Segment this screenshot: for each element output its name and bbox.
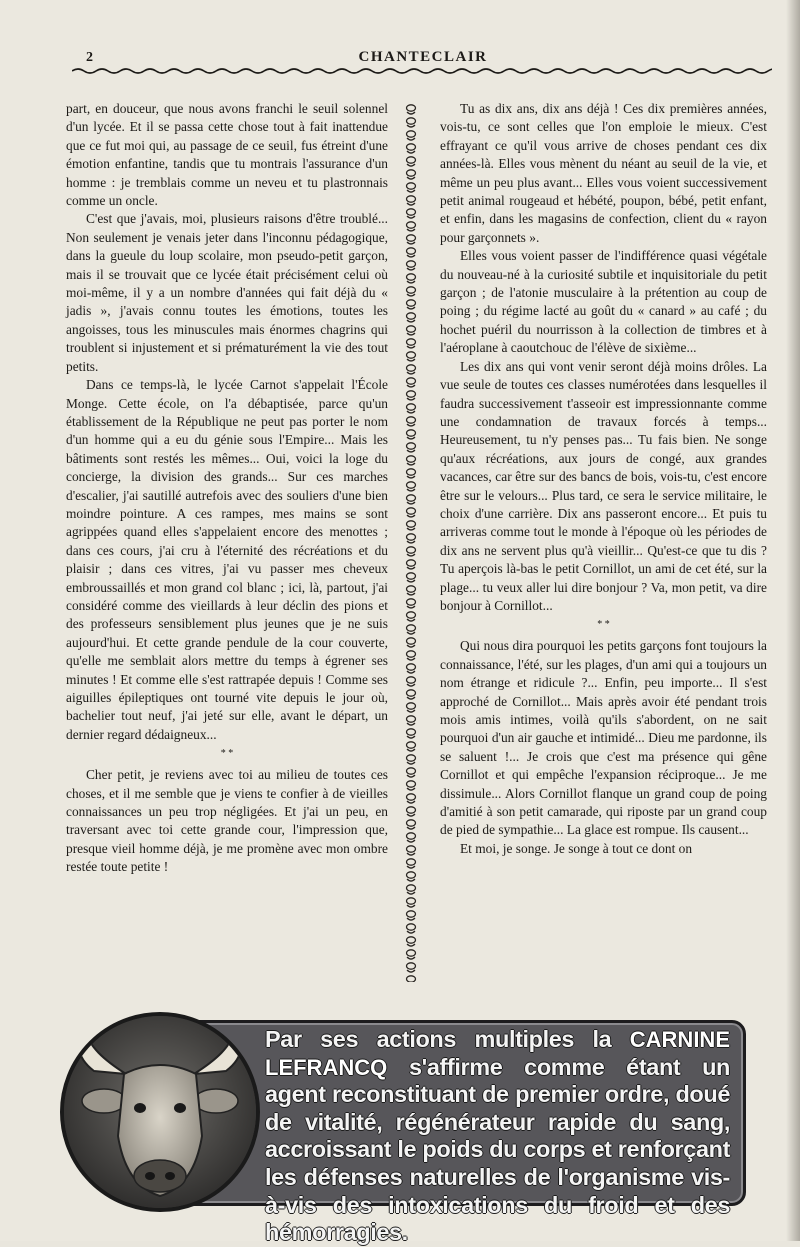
bull-head-icon [64,1016,256,1208]
bull-head-image [60,1012,260,1212]
page-number: 2 [86,50,93,65]
carnine-advertisement [60,1012,746,1246]
ad-brand-name: CARNINE LEFRANCQ [265,1027,730,1080]
right-text-column [440,100,767,858]
right-paragraph-4: Qui nous dira pourquoi les petits garçons font toujours la connaissance, l'été, sur les plages, d'un ami qui a toujours un nom étrange et ridicule ?... Enfin, peu importe... Il s'est approché de Cornillot... Mais après avoir été pendant trois mois amis intimes, voilà qu'ils s'abordent, on ne sait pourquoi d'un air gauche et intimidé... Dieu me pardonne, ils se saluent !... Je crois que c'est ma présence qui gêne Cornillot et qui empêche l'expansion réciproque... Je me dissimule... Alors Cornillot flanque un grand coup de poing d'amitié à son petit camarade, qui riposte par un grand coup de pied de sympathie... La glace est rompue. Ils causent... [440,638,767,838]
section-separator: * * [220,748,234,760]
ad-slogan [265,1026,730,1247]
page-edge-shadow [786,0,800,1241]
ad-lead-text: Par ses actions multiples la [265,1026,612,1052]
left-paragraph-2: C'est que j'avais, moi, plusieurs raisons d'être troublé... Non seulement je venais jeter dans l'inconnu pédagogique, dans la gueule du loup scolaire, mon pseudo-petit garçon, mais il se trouvait que ce lycée était précisément celui où moi-même, il y a un nombre d'années qui fait déjà du « jadis », j'avais connu toutes les émotions, toutes les angoisses, tous les minuscules mais énormes chagrins qui troublent si injustement et si prématurément la vie des tout petits. [66,211,388,374]
ad-body-text: s'affirme comme étant un agent reconstituant de premier ordre, doué de vitalité, régénérateur rapide du sang, accroissant le poids du corps et renforçant les défenses naturelles de l'organisme vis-à-vis des intoxications du froid et des hémorragies. [265,1053,730,1246]
section-separator: * * [597,619,610,631]
left-paragraph-3: Dans ce temps-là, le lycée Carnot s'appelait l'École Monge. Cette école, on l'a débaptisée, parce qu'un établissement de la République ne peut pas porter le nom d'un homme qui a eu du génie sous l'Empire... Mais les bâtiments sont restés les mêmes... Oui, voici la loge du concierge, la division des grands... Sur ces marches d'escalier, j'ai sautillé autrefois avec des souliers d'une bien moindre pointure. A ces rampes, mes mains se sont agrippées quand elles s'appelaient encore des menottes ; dans ces cours, j'ai cru à l'éternité des récréations et du plaisir ; dans ces vitres, j'ai vu passer mes cheveux embroussaillés et mon grand col blanc ; ici, là, partout, j'ai considéré comme des vieillards à leur déclin des pions et des professeurs sensiblement plus jeunes que je ne suis aujourd'hui. Et cette grande pendule de la cour couverte, qu'elle me semblait alors mettre du temps à égrener ses minutes ! Et comme elle s'est rattrapée depuis ! Comme ses aiguilles épileptiques ont tourné vite depuis le jour où, bachelier tout neuf, j'ai jeté sur elle, avant le départ, un dernier regard dédaigneux... [66,377,388,742]
right-paragraph-5: Et moi, je songe. Je songe à tout ce dont on [460,840,693,856]
header-wavy-rule [72,66,772,80]
publication-title: CHANTECLAIR [358,49,488,65]
right-paragraph-2: Elles vous voient passer de l'indifférence quasi végétale du nouveau-né à la curiosité subtile et inquisitoriale du petit garçon ; de l'atonie musculaire à la prétention au coup de poing ; du régime lacté au goût du « canard » au café ; du hochet puéril du nourrisson à la collection de timbres et à l'aéroplane à caoutchouc de l'élève de sixième... [440,248,767,356]
left-paragraph-1: part, en douceur, que nous avons franchi le seuil solennel d'un lycée. Et il se passa cette chose tout à fait inattendue que ce fut moi qui, au passage de ce seuil, fus étreint d'une émotion enfantine, tandis que tu montrais l'assurance d'un homme : je tremblais comme un neveu et tu plastronnais comme un oncle. [66,101,388,209]
right-paragraph-1: Tu as dix ans, dix ans déjà ! Ces dix premières années, vois-tu, ce sont celles que l'on emploie le mieux. C'est effrayant ce qu'il vous arrive de choses pendant ces dix années-là. Elles vous mènent du néant au seuil de la vie, et même un peu plus avant... Elles vous voient successivement petit animal rougeaud et hébété, poupon, bébé, petit enfant, et enfin, dans les magasins de confection, client du « rayon pour garçonnets ». [440,101,767,245]
right-paragraph-3: Les dix ans qui vont venir seront déjà moins drôles. La vue seule de toutes ces classes numérotées dans lesquelles il faudra successivement t'asseoir est impressionnante comme une condamnation de travaux forcés à temps... Heureusement, tu n'y penses pas... Tu fais bien. Ne songe qu'aux récréations, aux jours de congé, aux grandes vacances, car être sur des bancs de bois, vois-tu, c'est encore être sur le velours... Plus tard, ce sera le service militaire, le choix d'une carrière. Dix ans passeront encore... Et puis tu arriveras comme tout le monde à l'époque où les périodes de dix ans ne servent plus qu'à vieillir... Qu'est-ce que tu dis ? Tu aperçois là-bas le petit Cornillot, un ami de cet été, sur la plage... tu veux aller lui dire bonjour ? Va, mon petit, va dire bonjour à Cornillot... [440,358,767,613]
left-paragraph-4: Cher petit, je reviens avec toi au milieu de toutes ces choses, et il me semble que je viens te confier à de vieilles connaissances un peu trop négligées. Et j'ai un peu, en traversant avec toi cette grande cour, l'impression que, presque vieil homme déjà, je me promène avec mon ombre restée toute petite ! [66,767,388,875]
ornamental-column-divider [401,100,421,982]
left-text-column [66,100,388,877]
